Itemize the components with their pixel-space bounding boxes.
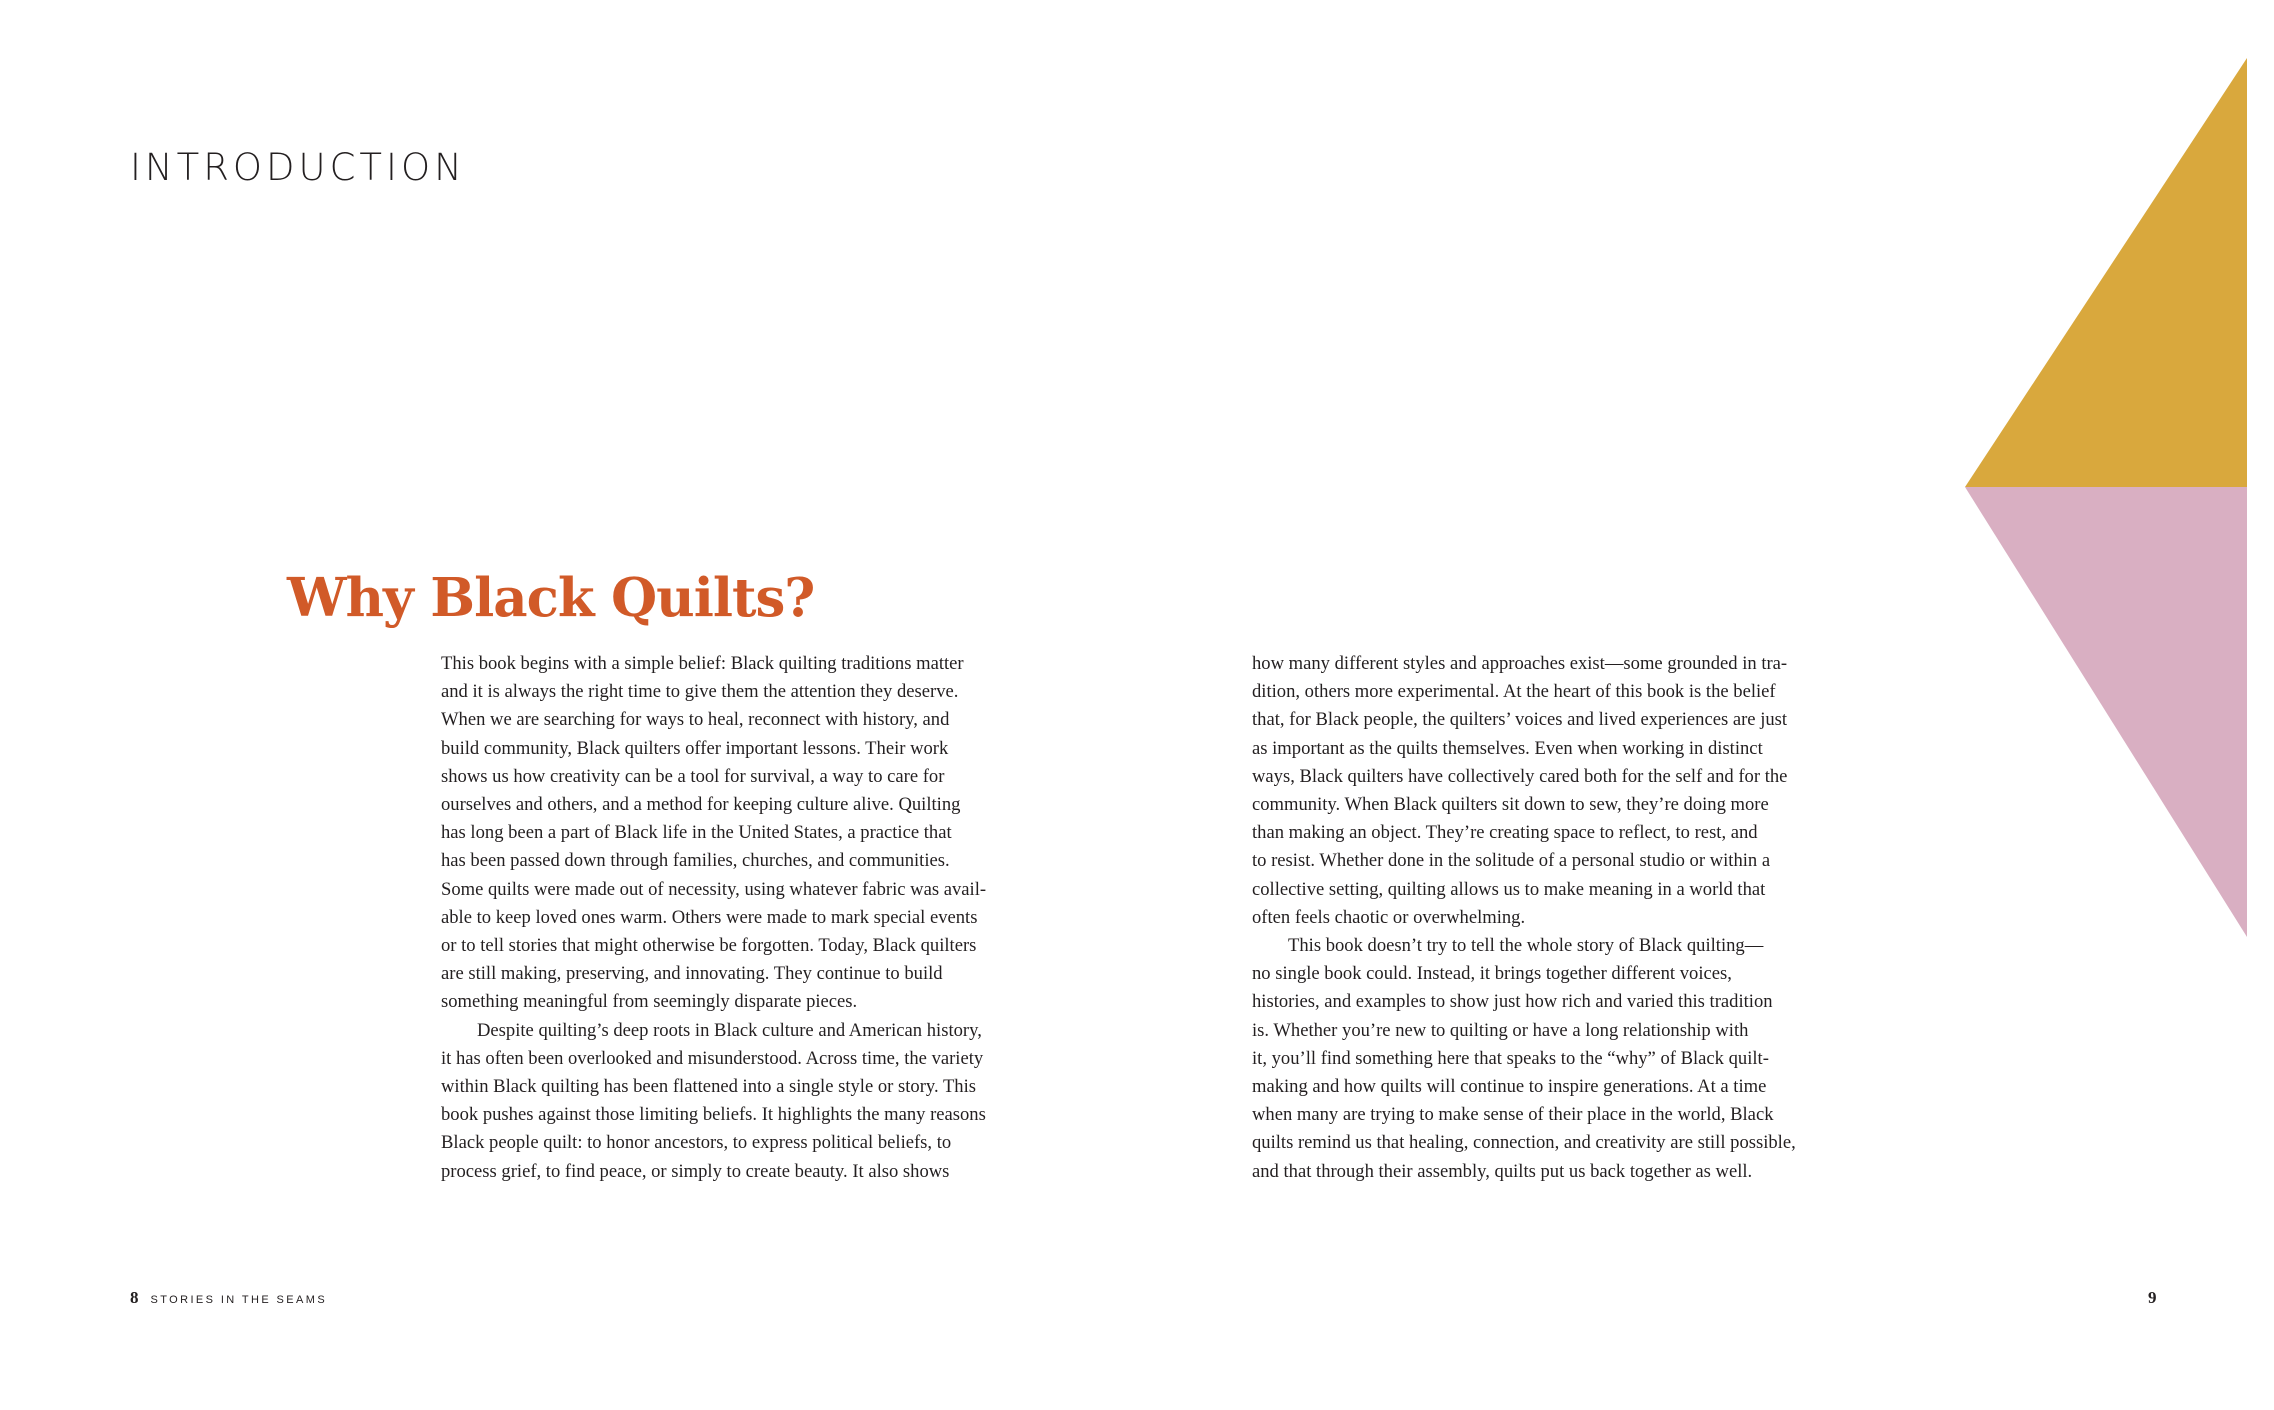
text-line: Some quilts were made out of necessity, using whatever fabric was avail- [441, 878, 987, 900]
text-line: ways, Black quilters have collectively cared both for the self and for the [1252, 765, 1788, 787]
text-line: to resist. Whether done in the solitude of a personal studio or within a [1252, 850, 1771, 872]
text-line: it has often been overlooked and misunderstood. Across time, the variety [441, 1047, 984, 1069]
text-line: process grief, to find peace, or simply to create beauty. It also shows [441, 1160, 950, 1182]
text-line: build community, Black quilters offer important lessons. Their work [441, 737, 949, 759]
running-title: STORIES IN THE SEAMS [150, 1294, 328, 1306]
text-line: is. Whether you’re new to quilting or have a long relationship with [1252, 1019, 1749, 1041]
text-line: has long been a part of Black life in the United States, a practice that [441, 822, 952, 844]
text-line: Black people quilt: to honor ancestors, to express political beliefs, to [441, 1132, 952, 1154]
text-line: collective setting, quilting allows us to make meaning in a world that [1252, 878, 1766, 900]
text-line: When we are searching for ways to heal, reconnect with history, and [441, 709, 950, 731]
text-line: shows us how creativity can be a tool for survival, a way to care for [441, 765, 945, 787]
text-line: than making an object. They’re creating space to reflect, to rest, and [1252, 822, 1758, 844]
text-line: how many different styles and approaches exist—some grounded in tra- [1252, 653, 1788, 674]
text-line: something meaningful from seemingly disparate pieces. [441, 991, 858, 1013]
chapter-title: Why Black Quilts? [287, 567, 815, 629]
text-line: making and how quilts will continue to inspire generations. At a time [1252, 1076, 1767, 1098]
text-line: it, you’ll find something here that speaks to the “why” of Black quilt- [1252, 1047, 1769, 1069]
text-line: when many are trying to make sense of their place in the world, Black [1252, 1104, 1774, 1126]
right-page-footer [2148, 1288, 2157, 1308]
text-line: often feels chaotic or overwhelming. [1252, 906, 1526, 928]
text-line: ourselves and others, and a method for keeping culture alive. Quilting [441, 794, 961, 816]
text-line: that, for Black people, the quilters’ voices and lived experiences are just [1252, 709, 1788, 731]
pink-triangle [1965, 487, 2247, 937]
gold-triangle [1965, 58, 2247, 487]
left-text-column [441, 650, 986, 1186]
text-line: no single book could. Instead, it brings together different voices, [1252, 963, 1732, 985]
paragraph [1252, 932, 1796, 1186]
text-line: has been passed down through families, churches, and communities. [441, 850, 950, 872]
left-page-footer [130, 1288, 327, 1308]
paragraph [441, 1017, 986, 1186]
text-line: able to keep loved ones warm. Others were made to mark special events [441, 906, 978, 928]
text-line: within Black quilting has been flattened into a single style or story. This [441, 1076, 976, 1098]
paragraph [1252, 650, 1796, 932]
paragraph [441, 650, 986, 1017]
right-text-column [1252, 650, 1796, 1186]
text-line: book pushes against those limiting beliefs. It highlights the many reasons [441, 1104, 986, 1126]
text-line: This book doesn’t try to tell the whole story of Black quilting— [1288, 935, 1764, 957]
text-line: and it is always the right time to give them the attention they deserve. [441, 681, 959, 703]
section-heading: INTRODUCTION [130, 146, 466, 189]
text-line: dition, others more experimental. At the heart of this book is the belief [1252, 681, 1776, 703]
text-line: and that through their assembly, quilts put us back together as well. [1252, 1160, 1753, 1182]
page-number: 8 [130, 1288, 139, 1307]
text-line: Despite quilting’s deep roots in Black culture and American history, [477, 1019, 982, 1041]
text-line: as important as the quilts themselves. Even when working in distinct [1252, 737, 1763, 759]
text-line: quilts remind us that healing, connection, and creativity are still possible, [1252, 1132, 1796, 1154]
text-line: are still making, preserving, and innovating. They continue to build [441, 963, 943, 985]
text-line: or to tell stories that might otherwise be forgotten. Today, Black quilters [441, 935, 977, 957]
text-line: histories, and examples to show just how rich and varied this tradition [1252, 991, 1773, 1013]
text-line: This book begins with a simple belief: Black quilting traditions matter [441, 653, 964, 674]
page-number: 9 [2148, 1288, 2157, 1307]
text-line: community. When Black quilters sit down to sew, they’re doing more [1252, 794, 1769, 816]
